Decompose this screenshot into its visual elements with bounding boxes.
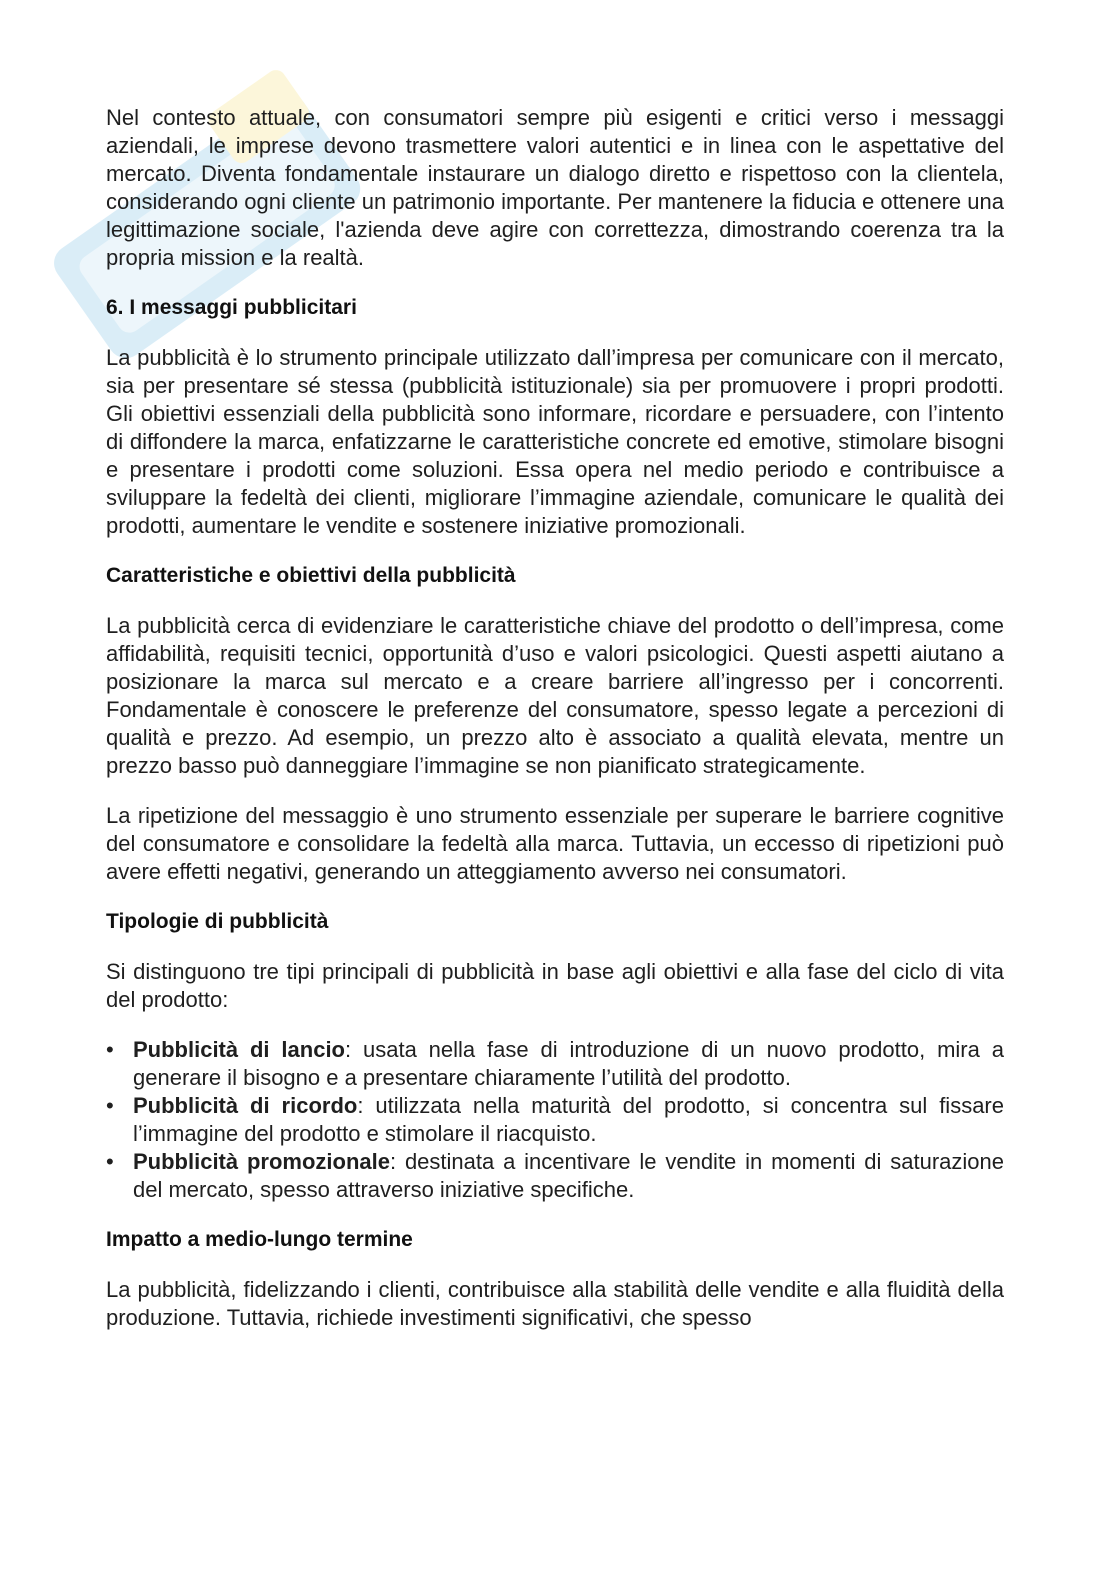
list-item bbox=[106, 1036, 1004, 1092]
subsection-title-impatto: Impatto a medio-lungo termine bbox=[106, 1228, 413, 1251]
section6-paragraph: La pubblicità è lo strumento principale utilizzato dall’impresa per comunicare con il mercato, sia per presentare sé stessa (pubblicità istituzionale) sia per promuovere i propri prodotti. Gli obiettivi essenziali della pubblicità sono informare, ricordare e persuadere, con l’intento di diffondere la marca, enfatizzarne le caratteristiche concrete ed emotive, stimolare bisogni e presentare i prodotti come soluzioni. Essa opera nel medio periodo e contribuisce a sviluppare la fedeltà dei clienti, migliorare l’immagine aziendale, comunicare le qualità dei prodotti, aumentare le vendite e sostenere iniziative promozionali. bbox=[106, 345, 1004, 538]
types-intro-paragraph: Si distinguono tre tipi principali di pubblicità in base agli obiettivi e alla fase del ciclo di vita del prodotto: bbox=[106, 959, 1004, 1012]
bullet-icon: • bbox=[106, 1093, 114, 1118]
document-body bbox=[106, 104, 1004, 1332]
list-item bbox=[106, 1148, 1004, 1204]
list-item-term: Pubblicità promozionale bbox=[133, 1149, 390, 1174]
list-item bbox=[106, 1092, 1004, 1148]
list-item-term: Pubblicità di lancio bbox=[133, 1037, 345, 1062]
bullet-icon: • bbox=[106, 1037, 114, 1062]
list-item-term: Pubblicità di ricordo bbox=[133, 1093, 358, 1118]
subsection-title-caratteristiche: Caratteristiche e obiettivi della pubblicità bbox=[106, 564, 516, 587]
bullet-icon: • bbox=[106, 1149, 114, 1174]
list-item-text: : usata nella fase di introduzione di un nuovo prodotto, mira a generare il bisogno e a presentare chiaramente l’utilità del prodotto. bbox=[133, 1037, 1004, 1090]
section-title-messaggi-pubblicitari: 6. I messaggi pubblicitari bbox=[106, 296, 357, 319]
list-item-text: : utilizzata nella maturità del prodotto, si concentra sul fissare l’immagine del prodotto e stimolare il riacquisto. bbox=[133, 1093, 1004, 1146]
types-list bbox=[106, 1036, 1004, 1204]
list-item-text: : destinata a incentivare le vendite in momenti di saturazione del mercato, spesso attraverso iniziative specifiche. bbox=[133, 1149, 1004, 1202]
intro-paragraph: Nel contesto attuale, con consumatori sempre più esigenti e critici verso i messaggi aziendali, le imprese devono trasmettere valori autentici e in linea con le aspettative del mercato. Diventa fondamentale instaurare un dialogo diretto e rispettoso con la clientela, considerando ogni cliente un patrimonio importante. Per mantenere la fiducia e ottenere una legittimazione sociale, l'azienda deve agire con correttezza, dimostrando coerenza tra la propria mission e la realtà. bbox=[106, 105, 1004, 270]
impact-paragraph: La pubblicità, fidelizzando i clienti, contribuisce alla stabilità delle vendite e alla fluidità della produzione. Tuttavia, richiede investimenti significativi, che spesso bbox=[106, 1277, 1004, 1330]
characteristics-paragraph-1: La pubblicità cerca di evidenziare le caratteristiche chiave del prodotto o dell’impresa, come affidabilità, requisiti tecnici, opportunità d’uso e valori psicologici. Questi aspetti aiutano a posizionare la marca sul mercato e a creare barriere all’ingresso per i concorrenti. Fondamentale è conoscere le preferenze del consumatore, spesso legate a percezioni di qualità e prezzo. Ad esempio, un prezzo alto è associato a qualità elevata, mentre un prezzo basso può danneggiare l’immagine se non pianificato strategicamente. bbox=[106, 613, 1004, 778]
characteristics-paragraph-2: La ripetizione del messaggio è uno strumento essenziale per superare le barriere cognitive del consumatore e consolidare la fedeltà alla marca. Tuttavia, un eccesso di ripetizioni può avere effetti negativi, generando un atteggiamento avverso nei consumatori. bbox=[106, 803, 1004, 884]
subsection-title-tipologie: Tipologie di pubblicità bbox=[106, 910, 329, 933]
